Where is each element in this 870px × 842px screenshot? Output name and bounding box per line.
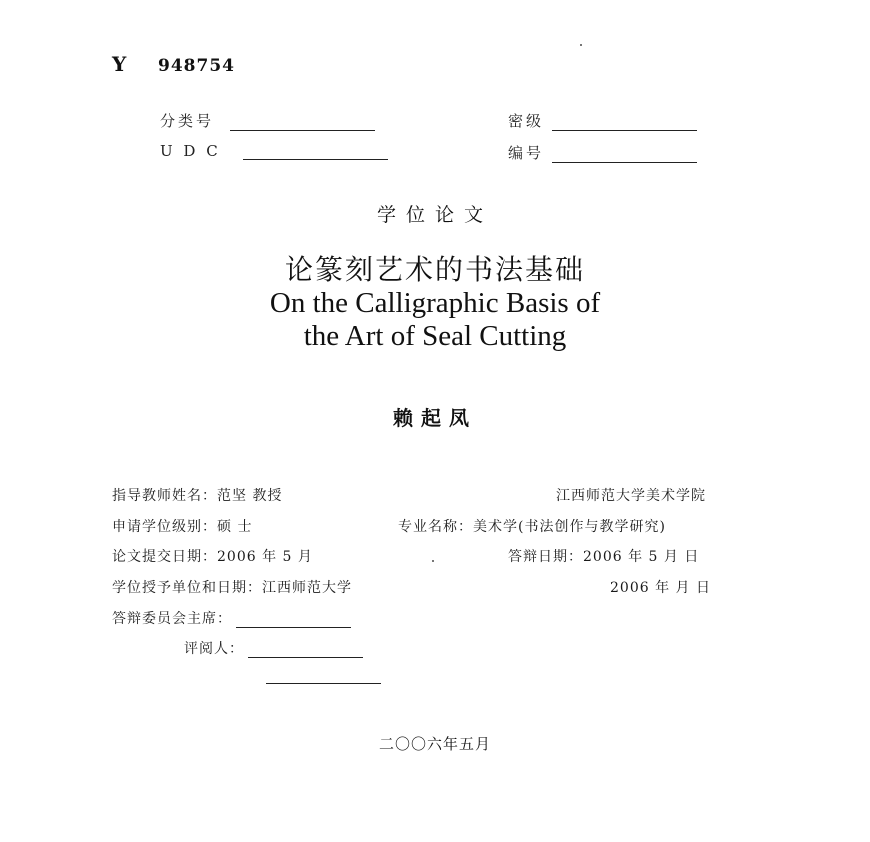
title-english-line1: On the Calligraphic Basis of [269, 287, 601, 319]
classification-blank [230, 114, 375, 131]
advisor-row [112, 485, 282, 505]
serial-blank [552, 146, 697, 163]
reviewer-label: 评阅人： [184, 641, 244, 657]
reviewer-blank-1 [248, 643, 363, 658]
major-row [398, 516, 666, 536]
author-name: 赖起凤 [393, 406, 477, 430]
committee-chair-label: 答辩委员会主席： [112, 611, 232, 627]
secret-level-blank [552, 114, 697, 131]
scan-speck [432, 560, 434, 562]
classification-row [160, 110, 375, 131]
footer-date: 二〇〇六年五月 [378, 735, 491, 753]
degree-level-value: 硕 士 [217, 519, 253, 535]
title-english-line2: the Art of Seal Cutting [303, 320, 567, 352]
defense-date-row [508, 546, 699, 566]
grant-unit: 江西师范大学 [262, 580, 352, 596]
submit-date-row [112, 546, 313, 566]
defense-date-label: 答辩日期： [508, 549, 583, 565]
institution: 江西师范大学美术学院 [556, 488, 706, 504]
committee-chair-blank [236, 613, 351, 628]
scan-speck [580, 44, 582, 46]
classification-label: 分类号 [160, 112, 215, 130]
reviewer-row-2 [262, 668, 381, 684]
submit-date-label: 论文提交日期： [112, 549, 217, 565]
grant-label: 学位授予单位和日期： [112, 580, 262, 596]
advisor-label: 指导教师姓名： [112, 488, 217, 504]
secret-level-label: 密级 [508, 112, 545, 130]
grant-row [112, 577, 352, 597]
major-label: 专业名称： [398, 519, 473, 535]
document-mark: Y [112, 52, 127, 76]
degree-level-row [112, 516, 252, 536]
title-chinese: 论篆刻艺术的书法基础 [284, 253, 585, 286]
udc-label: U D C [160, 142, 221, 160]
udc-blank [243, 143, 388, 160]
serial-label: 编号 [508, 144, 545, 162]
reviewer-row [184, 638, 363, 658]
committee-chair-row [112, 608, 351, 628]
degree-type-heading: 学位论文 [376, 204, 493, 226]
submit-date-value: 2006 年 5 月 [217, 549, 313, 565]
grant-date: 2006 年 月 日 [610, 580, 711, 596]
udc-row [160, 142, 388, 160]
secret-level-row [508, 110, 697, 131]
serial-row [508, 142, 697, 163]
major-value: 美术学(书法创作与教学研究) [473, 519, 666, 535]
advisor-value: 范坚 教授 [217, 488, 283, 504]
document-number: 948754 [158, 56, 235, 76]
degree-level-label: 申请学位级别： [112, 519, 217, 535]
reviewer-blank-2 [266, 669, 381, 684]
defense-date-value: 2006 年 5 月 日 [583, 549, 700, 565]
